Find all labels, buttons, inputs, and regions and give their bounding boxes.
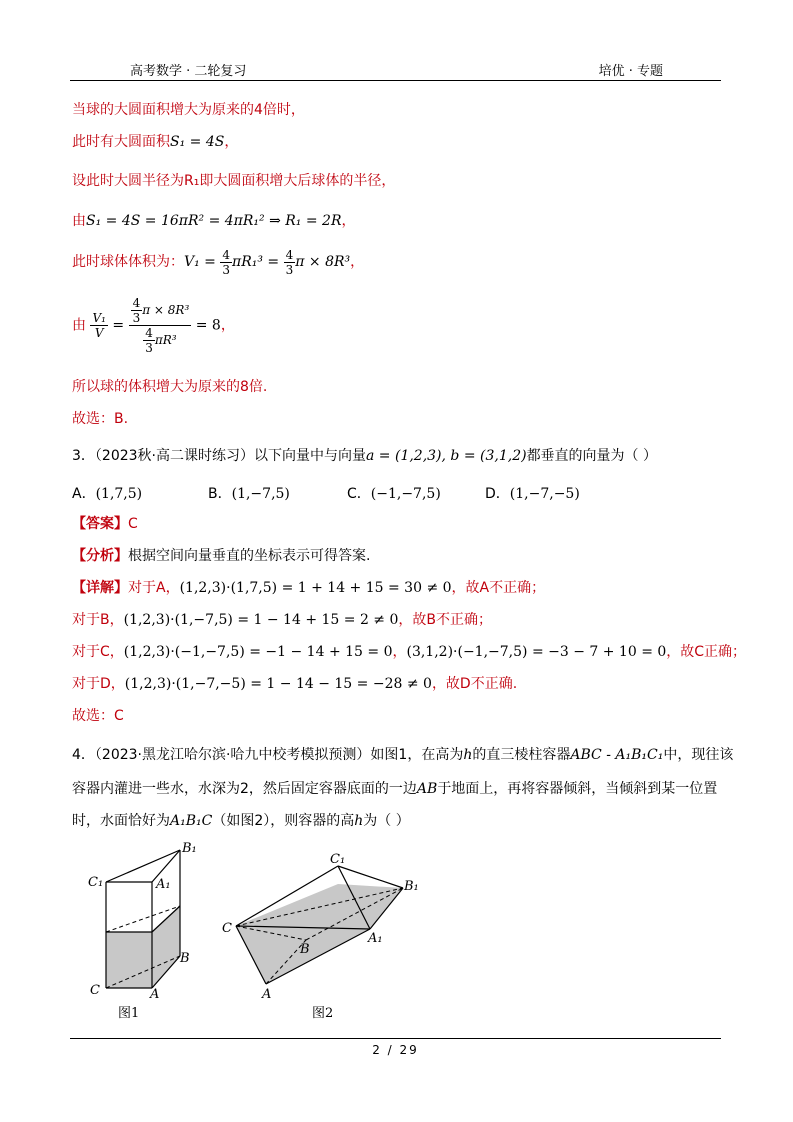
page-number: 2 / 29 bbox=[372, 1043, 419, 1057]
result: = 8 bbox=[195, 317, 221, 334]
label-c: C bbox=[222, 921, 232, 936]
punct: ， bbox=[392, 644, 407, 660]
solution-line-1: 当球的大圆面积增大为原来的4倍时， bbox=[72, 102, 305, 118]
numerator: V₁ bbox=[92, 311, 106, 325]
question-4-line-3 bbox=[72, 812, 410, 830]
option-value: (1,−7,5) bbox=[231, 486, 290, 502]
analysis-text: 根据空间向量垂直的坐标表示可得答案. bbox=[128, 548, 371, 564]
label-c1: C₁ bbox=[330, 852, 346, 867]
detail-tag: 【详解】 bbox=[72, 580, 128, 596]
numerator: 4 bbox=[132, 296, 141, 310]
text: ，故A不正确； bbox=[451, 580, 546, 596]
denominator bbox=[129, 326, 192, 355]
text: 对于C， bbox=[72, 644, 124, 660]
numerator: 4 bbox=[222, 247, 230, 262]
solution-line-4 bbox=[72, 212, 356, 230]
figure-2-caption: 图2 bbox=[312, 1006, 334, 1021]
text: ，故D不正确. bbox=[431, 676, 518, 692]
numerator: 4 bbox=[145, 326, 153, 340]
math: (1,2,3)·(1,7,5) = 1 + 14 + 15 = 30 ≠ 0 bbox=[179, 580, 452, 596]
label-b1: B₁ bbox=[182, 841, 197, 856]
text: ，故B不正确； bbox=[398, 612, 492, 628]
analysis-line bbox=[72, 547, 370, 565]
solution-line-5 bbox=[72, 247, 364, 277]
label-a1: A₁ bbox=[156, 877, 171, 892]
math: (1,2,3)·(−1,−7,5) = −1 − 14 + 15 = 0 bbox=[123, 644, 393, 660]
equals-sign: = bbox=[112, 317, 125, 334]
option-label: D． bbox=[485, 486, 510, 502]
math: V₁ = bbox=[184, 254, 216, 270]
denominator: 3 bbox=[145, 341, 153, 355]
option-label: B． bbox=[208, 486, 232, 502]
label-a: A bbox=[150, 987, 160, 1002]
text: 此时有大圆面积 bbox=[72, 134, 170, 150]
punct: ， bbox=[350, 254, 365, 270]
math: a = (1,2,3), b = (3,1,2) bbox=[366, 448, 527, 464]
option-label: A． bbox=[72, 486, 96, 502]
figure-1-prism bbox=[82, 840, 212, 1022]
question-3-stem bbox=[72, 447, 657, 465]
solution-line-8: 故选：B. bbox=[72, 411, 129, 427]
text: （如图2），则容器的高 bbox=[212, 813, 355, 829]
figure-2-tilted-prism bbox=[218, 850, 428, 1022]
text: 于地面上，再将容器倾斜，当倾斜到某一位置 bbox=[437, 781, 718, 797]
math: π × 8R³ bbox=[142, 303, 190, 317]
question-4-line-2 bbox=[72, 780, 717, 798]
text: ，故C正确； bbox=[666, 644, 747, 660]
label-a1: A₁ bbox=[368, 931, 383, 946]
text: 的直三棱柱容器 bbox=[472, 747, 571, 763]
label-b: B bbox=[180, 951, 190, 966]
fraction bbox=[143, 326, 155, 355]
punct: ， bbox=[341, 213, 356, 229]
math: ABC - A₁B₁C₁ bbox=[570, 747, 664, 763]
math: AB bbox=[416, 781, 438, 797]
detail-line-a bbox=[72, 579, 545, 597]
option-value: (1,7,5) bbox=[95, 486, 143, 502]
math: πR₁³ = bbox=[232, 254, 280, 270]
choose-line: 故选：C bbox=[72, 708, 124, 724]
numerator bbox=[129, 296, 192, 326]
fraction bbox=[220, 248, 232, 277]
math: h bbox=[354, 813, 364, 829]
math: A₁B₁C bbox=[170, 813, 213, 829]
option-d bbox=[485, 483, 580, 503]
text: 3．（2023秋·高二课时练习）以下向量中与向量 bbox=[72, 448, 366, 464]
text: 对于A， bbox=[128, 580, 180, 596]
fraction bbox=[284, 248, 296, 277]
option-value: (1,−7,−5) bbox=[509, 486, 580, 502]
text: 对于B， bbox=[72, 612, 124, 628]
analysis-tag: 【分析】 bbox=[72, 548, 128, 564]
option-b bbox=[208, 483, 290, 503]
answer-line bbox=[72, 515, 138, 533]
option-value: (−1,−7,5) bbox=[370, 486, 441, 502]
math: πR³ bbox=[154, 333, 177, 347]
page-header bbox=[70, 56, 721, 81]
text: 此时球体体积为： bbox=[72, 254, 184, 270]
text: 都垂直的向量为（ ） bbox=[526, 448, 658, 464]
header-right: 培优 · 专题 bbox=[598, 64, 663, 79]
option-a bbox=[72, 483, 142, 503]
text: 容器内灌进一些水，水深为2，然后固定容器底面的一边 bbox=[72, 781, 417, 797]
page-footer bbox=[70, 1038, 721, 1057]
option-c bbox=[347, 483, 441, 503]
text: 对于D， bbox=[72, 676, 125, 692]
label-c1: C₁ bbox=[88, 875, 104, 890]
math: (1,2,3)·(1,−7,−5) = 1 − 14 − 15 = −28 ≠ 0 bbox=[124, 676, 432, 692]
math: S₁ = 4S bbox=[170, 134, 225, 150]
figure-1-caption: 图1 bbox=[118, 1006, 140, 1021]
text: 4．（2023·黑龙江哈尔滨·哈九中校考模拟预测）如图1，在高为 bbox=[72, 747, 464, 763]
denominator: V bbox=[94, 326, 104, 340]
math: S₁ = 4S = 16πR² = 4πR₁² ⇒ R₁ = 2R bbox=[86, 213, 342, 229]
detail-line-b bbox=[72, 611, 492, 629]
text: 时，水面恰好为 bbox=[72, 813, 170, 829]
text: 为（ ） bbox=[363, 813, 410, 829]
label-b: B bbox=[300, 942, 310, 957]
question-4-line-1 bbox=[72, 746, 733, 764]
solution-line-2 bbox=[72, 133, 238, 151]
label-b1: B₁ bbox=[404, 879, 419, 894]
water-region bbox=[106, 906, 180, 988]
solution-line-3: 设此时大圆半径为R₁即大圆面积增大后球体的半径， bbox=[72, 173, 396, 189]
denominator: 3 bbox=[222, 262, 230, 277]
text: 由 bbox=[72, 213, 86, 229]
compound-fraction bbox=[129, 296, 192, 355]
solution-line-7: 所以球的体积增大为原来的8倍. bbox=[72, 379, 268, 395]
label-a: A bbox=[262, 987, 272, 1002]
math: π × 8R³ bbox=[295, 254, 351, 270]
answer-value: C bbox=[128, 516, 138, 532]
math: h bbox=[463, 747, 473, 763]
header-left: 高考数学 · 二轮复习 bbox=[130, 64, 247, 79]
text: 由 bbox=[72, 317, 86, 334]
text: 中，现往该 bbox=[663, 747, 734, 763]
punct: ， bbox=[224, 134, 239, 150]
answer-tag: 【答案】 bbox=[72, 516, 128, 532]
denominator: 3 bbox=[285, 262, 294, 277]
numerator: 4 bbox=[285, 247, 294, 262]
fraction bbox=[131, 296, 143, 325]
ratio-fraction bbox=[90, 311, 107, 340]
detail-line-c bbox=[72, 643, 746, 661]
denominator: 3 bbox=[132, 311, 141, 325]
math: (3,1,2)·(−1,−7,5) = −3 − 7 + 10 = 0 bbox=[406, 644, 667, 660]
option-label: C． bbox=[347, 486, 371, 502]
solution-line-6 bbox=[72, 296, 235, 355]
detail-line-d bbox=[72, 675, 517, 693]
punct: ， bbox=[220, 317, 235, 334]
math: (1,2,3)·(1,−7,5) = 1 − 14 + 15 = 2 ≠ 0 bbox=[123, 612, 399, 628]
label-c: C bbox=[90, 983, 100, 998]
